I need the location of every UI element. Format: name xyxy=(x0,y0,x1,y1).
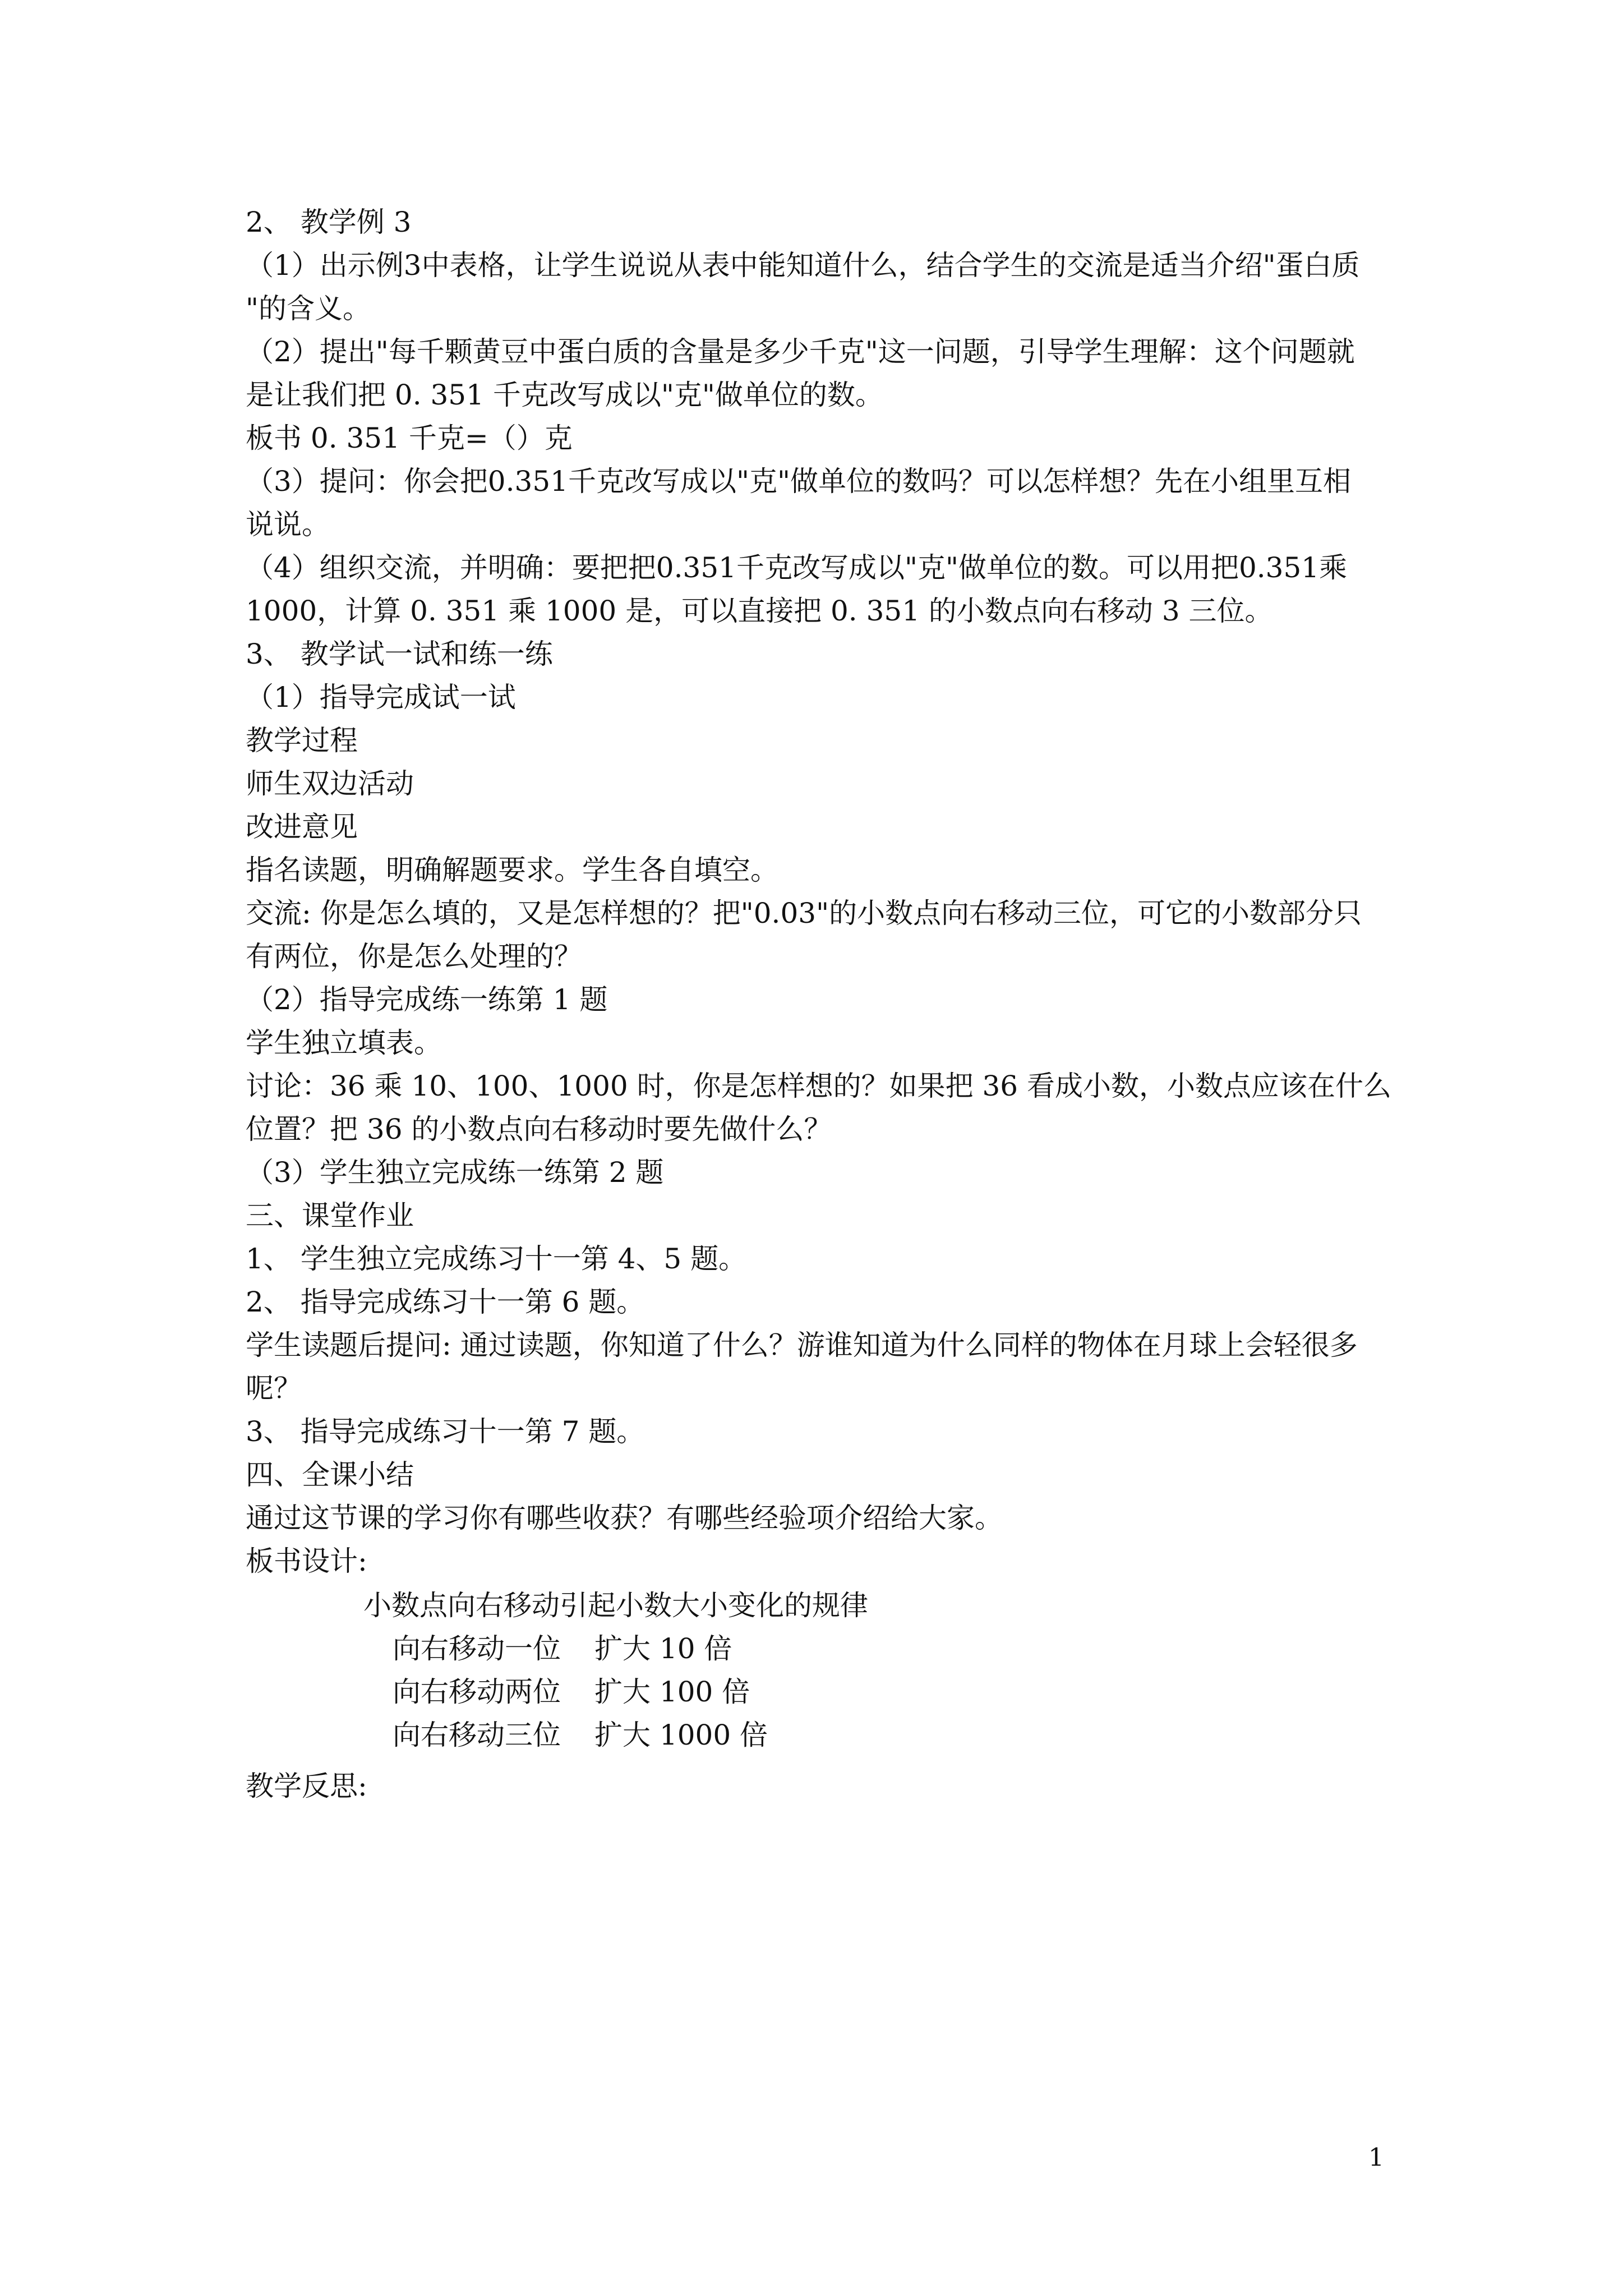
board-row xyxy=(246,1714,1395,1757)
board-row xyxy=(246,1671,1395,1714)
text-line: 3、 指导完成练习十一第 7 题。 xyxy=(246,1415,645,1448)
text-line: 学生读题后提问: 通过读题，你知道了什么？游谁知道为什么同样的物体在月球上会轻很多 xyxy=(246,1329,1358,1361)
text-line: 1、 学生独立完成练习十一第 4、5 题。 xyxy=(246,1243,747,1275)
text-line: 是让我们把 0. 351 千克改写成以"克"做单位的数。 xyxy=(246,379,883,411)
board-design-label: 板书设计: xyxy=(246,1545,367,1577)
board-title: 小数点向右移动引起小数大小变化的规律 xyxy=(363,1589,868,1622)
board-result: 扩大 1000 倍 xyxy=(594,1719,768,1751)
text-line: 2、 教学例 3 xyxy=(246,206,412,238)
text-line: 1000，计算 0. 351 乘 1000 是，可以直接把 0. 351 的小数点向右移动 3 三位。 xyxy=(246,595,1273,627)
text-line: 交流: 你是怎么填的，又是怎样想的？把"0.03"的小数点向右移动三位，可它的小数部分只 xyxy=(246,897,1362,930)
section-heading: 3、 教学试一试和练一练 xyxy=(246,638,553,670)
text-line: （2）提出"每千颗黄豆中蛋白质的含量是多少千克"这一问题，引导学生理解：这个问题就 xyxy=(246,335,1355,368)
text-line: 教学过程 xyxy=(246,724,358,757)
document-body xyxy=(246,201,1395,1808)
text-line: （3）学生独立完成练一练第 2 题 xyxy=(246,1156,664,1189)
text-line: 学生独立填表。 xyxy=(246,1027,442,1059)
section-heading: 四、全课小结 xyxy=(246,1458,414,1491)
board-move: 向右移动两位 xyxy=(393,1676,561,1708)
text-line: 通过这节课的学习你有哪些收获？有哪些经验项介绍给大家。 xyxy=(246,1502,1003,1534)
text-line: 位置？把 36 的小数点向右移动时要先做什么？ xyxy=(246,1113,832,1145)
text-line: 师生双边活动 xyxy=(246,767,414,800)
board-move: 向右移动三位 xyxy=(393,1719,561,1751)
text-line: 讨论：36 乘 10、100、1000 时，你是怎样想的？如果把 36 看成小数，小数点应该在什么 xyxy=(246,1070,1392,1102)
text-line: （3）提问：你会把0.351千克改写成以"克"做单位的数吗？可以怎样想？先在小组里互相 xyxy=(246,465,1351,498)
board-result: 扩大 100 倍 xyxy=(594,1676,750,1708)
section-heading: 三、课堂作业 xyxy=(246,1199,414,1232)
text-line: 板书 0. 351 千克=（）克 xyxy=(246,422,573,454)
text-line: 改进意见 xyxy=(246,811,358,843)
board-row xyxy=(246,1627,1395,1671)
page-number: 1 xyxy=(1368,2143,1384,2172)
text-line: （1）指导完成试一试 xyxy=(246,681,516,714)
text-line: （1）出示例3中表格，让学生说说从表中能知道什么，结合学生的交流是适当介绍"蛋白质 xyxy=(246,249,1360,282)
text-line: （4）组织交流，并明确：要把把0.351千克改写成以"克"做单位的数。可以用把0.351乘 xyxy=(246,551,1348,584)
board-move: 向右移动一位 xyxy=(393,1632,561,1665)
reflection-label: 教学反思: xyxy=(246,1770,367,1802)
text-line: 2、 指导完成练习十一第 6 题。 xyxy=(246,1286,645,1318)
text-line: （2）指导完成练一练第 1 题 xyxy=(246,983,608,1016)
text-line: 指名读题，明确解题要求。学生各自填空。 xyxy=(246,854,778,886)
text-line: 说说。 xyxy=(246,508,330,541)
board-design xyxy=(246,1584,1395,1757)
board-result: 扩大 10 倍 xyxy=(594,1632,732,1665)
text-line: 呢？ xyxy=(246,1372,302,1405)
text-line: "的含义。 xyxy=(246,292,371,325)
text-line: 有两位，你是怎么处理的？ xyxy=(246,940,582,973)
